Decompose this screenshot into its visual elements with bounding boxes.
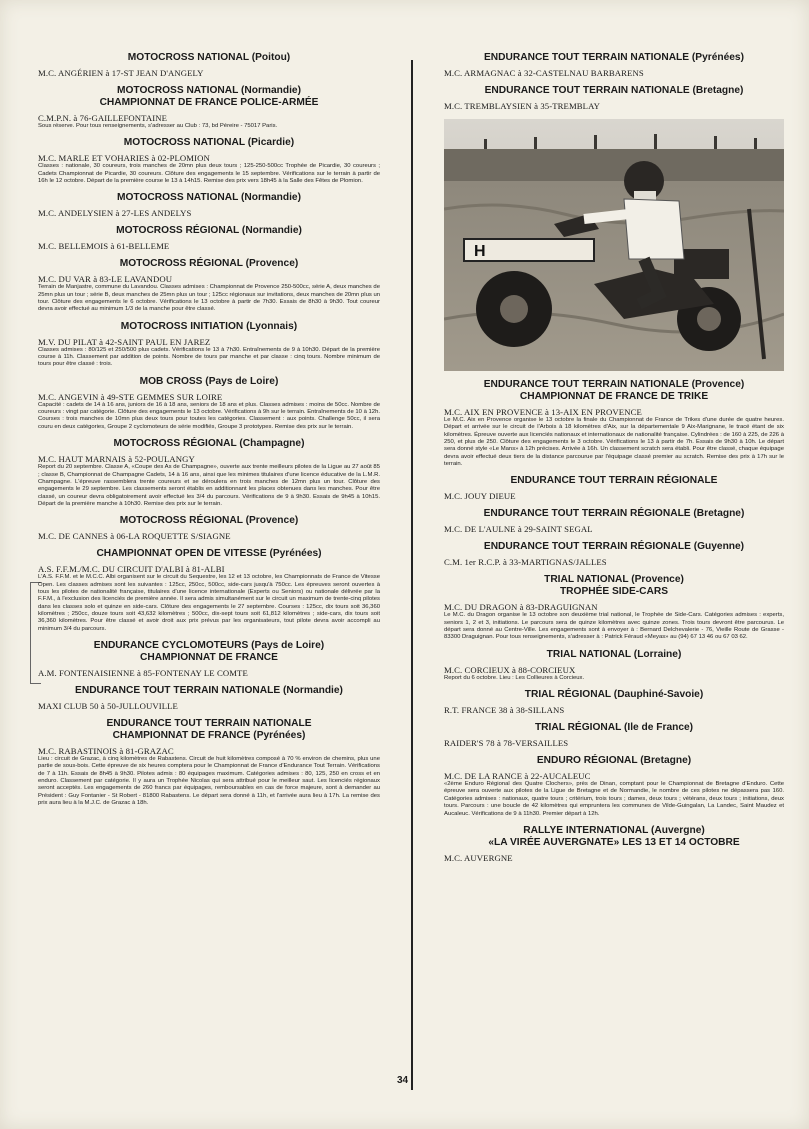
- left-section: [38, 321, 380, 369]
- column-divider: [411, 60, 413, 1090]
- organizing-club: C.M. 1er R.C.P. à 33-MARTIGNAS/JALLES: [444, 557, 607, 568]
- event-heading: [38, 137, 380, 149]
- right-bottom-section: [444, 825, 784, 863]
- left-section: [38, 548, 380, 633]
- event-heading: [38, 52, 380, 64]
- event-heading: [444, 825, 784, 849]
- organizing-club: C.M.P.N. à 76-GAILLEFONTAINE: [38, 113, 168, 123]
- event-heading-line: ENDURO RÉGIONAL (Bretagne): [536, 755, 692, 767]
- event-heading-line: CHAMPIONNAT OPEN DE VITESSE (Pyrénées): [96, 548, 322, 560]
- event-heading: [38, 548, 380, 560]
- event-heading: [38, 85, 380, 109]
- organizing-club: MAXI CLUB 50 à 50-JULLOUVILLE: [38, 700, 178, 711]
- organizing-club: M.C. JOUY DIEUE: [444, 491, 516, 502]
- event-heading-line: ENDURANCE CYCLOMOTEURS (Pays de Loire): [93, 639, 325, 651]
- organizing-club: M.C. DE L'AULNE à 29-SAINT SEGAL: [444, 524, 593, 535]
- event-heading-line: MOTOCROSS NATIONAL (Picardie): [123, 137, 295, 149]
- organizing-club: M.C. TREMBLAYSIEN à 35-TREMBLAY: [444, 101, 601, 111]
- right-bottom-section: [444, 722, 784, 748]
- event-heading-line: MOTOCROSS RÉGIONAL (Champagne): [113, 438, 305, 450]
- left-section: [38, 192, 380, 218]
- organizing-club: M.C. ANGEVIN à 49-STE GEMMES SUR LOIRE: [38, 391, 223, 402]
- event-heading-line: MOTOCROSS RÉGIONAL (Provence): [119, 515, 299, 527]
- organizing-club: M.V. DU PILAT à 42-SAINT PAUL EN JAREZ: [38, 336, 211, 347]
- event-heading: [38, 321, 380, 333]
- event-details: Classes admises : 80/125 et 250/500 plus cadets. Vérifications le 13 à 7h30. Entraînements de 9 à 10h30. Départ de la première course à 11h. Classement par addition de points. Nombre de tours par manche et par classe : cinq tours. Nombre minimum de tours pour être classé : trois.: [38, 346, 380, 368]
- event-details: Terrain de Manjastre, commune du Lavandou. Classes admises : Championnat de Provence 250-500cc, série A, deux manches de 25mn plus un tour ; série B, deux manches de 25mn plus un tour ; 125cc régionaux sur invitations, deux manches de 20mn plus un tour. Clôture des engagements le 6 octobre. Vérifications le 13 octobre à partir de 7h30. Essais de 8h30 à 9h30. Tout coureur devra avoir effectué au minimum 1/3 de la manche pour être classé.: [38, 284, 380, 313]
- event-heading: [38, 640, 380, 664]
- event-details: Report du 6 octobre. Lieu : Les Collieures à Corcieux.: [444, 674, 585, 681]
- left-column: [38, 52, 380, 814]
- left-section: [38, 376, 380, 431]
- event-heading: [444, 508, 784, 520]
- left-section: [38, 515, 380, 541]
- organizing-club: M.C. CORCIEUX à 88-CORCIEUX: [444, 664, 576, 675]
- organizing-club: M.C. ARMAGNAC à 32-CASTELNAU BARBARENS: [444, 68, 644, 78]
- svg-text:H: H: [474, 243, 486, 260]
- left-section: [38, 438, 380, 508]
- event-heading-line: CHAMPIONNAT DE FRANCE: [140, 651, 278, 663]
- organizing-club: R.T. FRANCE 38 à 38-SILLANS: [444, 705, 565, 716]
- event-heading-line: ENDURANCE TOUT TERRAIN NATIONALE (Bretagne): [484, 85, 744, 96]
- event-heading: [38, 515, 380, 527]
- event-heading-line: CHAMPIONNAT DE FRANCE (Pyrénées): [112, 729, 306, 741]
- event-heading: [444, 379, 784, 403]
- left-section: [38, 52, 380, 78]
- event-heading: [444, 52, 784, 64]
- right-bottom-section: [444, 649, 784, 682]
- event-heading-line: MOTOCROSS RÉGIONAL (Normandie): [116, 225, 302, 237]
- event-heading-line: ENDURANCE TOUT TERRAIN RÉGIONALE (Bretagne): [483, 508, 745, 520]
- organizing-club: M.C. DE LA RANCE à 22-AUCALEUC: [444, 771, 591, 782]
- right-bottom-section: [444, 379, 784, 468]
- event-details: Le M.C. du Dragon organise le 13 octobre son deuxième trial national, le Trophée de Side-Cars. Catégories admises : experts, seniors 1, 2 et 3, initiations. Le parcours sera de quinze kilomètres avec quinze zones. Trois tours devront être parcourus. Le départ sera donné au Centre-Ville. Les engagements sont à envoyer à : Bernard Delchevalerie - 76, Vieille Route de Grasse - 83300 Draguignan. Pour tous renseignements, s'adresser à : Patrick Féraud «Meyas» au (94) 67 13 46 ou 67 03 62.: [444, 612, 784, 641]
- page-number: 34: [397, 1075, 409, 1086]
- organizing-club: A.S. F.F.M./M.C. DU CIRCUIT D'ALBI à 81-ALBI: [38, 564, 225, 575]
- left-section: [38, 85, 380, 130]
- organizing-club: M.C. HAUT MARNAIS à 52-POULANGY: [38, 454, 195, 465]
- trike-rider-photo: [444, 119, 784, 371]
- event-heading: [444, 475, 784, 487]
- event-heading-line: ENDURANCE TOUT TERRAIN NATIONALE: [106, 717, 312, 729]
- event-heading-line: CHAMPIONNAT DE FRANCE DE TRIKE: [519, 391, 709, 402]
- event-heading: [444, 755, 784, 767]
- left-section: [38, 225, 380, 251]
- event-heading-line: «LA VIRÉE AUVERGNATE» LES 13 ET 14 OCTOBRE: [488, 836, 740, 848]
- left-section: [38, 718, 380, 807]
- right-bottom-section: [444, 475, 784, 501]
- event-heading-line: TRIAL NATIONAL (Provence): [544, 574, 684, 586]
- event-heading-line: ENDURANCE TOUT TERRAIN RÉGIONALE (Guyenne): [483, 541, 745, 553]
- organizing-club: M.C. MARLE ET VOHARIES à 02-PLOMION: [38, 153, 210, 164]
- event-details: Le M.C. Aix en Provence organise le 13 octobre la finale du Championnat de France de Trikes d'une durée de quatre heures. Départ et arrivée sur le circuit de l'Arbois à 18 kilomètres d'Aix, sur la départementale 9 Aix-Marignane, le tracé étant de six kilomètres. Épreuve ouverte aux licenciés nationaux et internationaux de nationalité française. Cylindrées : de 160 à 225, de 226 à 250, et plus de 250. Clôture des engagements le 3 octobre. Vérifications le 13 à partir de 7h. Essais de 9h30 à 10h. Le départ sera donné style «Le Mans» à 12h précises. Arrivée à 16h. Un classement scratch sera établi. Pour être classé, chaque équipage devra avoir effectué deux tiers de la distance parcourue par l'équipage classé premier au scratch. Remise des prix à 17h sur le terrain.: [444, 417, 784, 468]
- right-top-section: [444, 85, 784, 111]
- event-heading-line: MOTOCROSS RÉGIONAL (Provence): [119, 258, 299, 270]
- event-heading: [38, 225, 380, 237]
- event-heading-line: TROPHÉE SIDE-CARS: [559, 586, 669, 598]
- event-heading: [444, 85, 784, 97]
- event-heading-line: ENDURANCE TOUT TERRAIN NATIONALE (Provence): [483, 379, 745, 390]
- event-details: L'A.S. F.F.M. et le M.C.C. Albi organisent sur le circuit du Sequestre, les 12 et 13 octobre, les Championnats de France de Vitesse Open. Les classes admises sont les suivantes : 125cc, 250cc, 500cc, side-cars jusqu'à 750cc. Les épreuves seront ouvertes à tous les pilotes de nationalité française, titulaires d'une licence internationale (Experts ou Seniors) ou nationale délivrée par la F.F.M., à l'exclusion des licenciés de première année. Il sera admis simultanément sur le circuit un maximum de trente-cinq pilotes dans les classes solo et quinze en side-cars. Clôture des engagements le 27 septembre. Courses : 125cc, dix tours soit 36,360 kilomètres ; 250cc, douze tours soit 43,632 kilomètres ; 500cc, dix-sept tours soit 61,812 kilomètres ; side-cars, dix tours soit 36,360 kilomètres. Pour être classé et avoir droit aux prix prévus par les organisateurs, tout pilote devra avoir accompli au minimum 3/4 du parcours.: [38, 574, 380, 632]
- right-bottom-section: [444, 541, 784, 567]
- right-top-section: [444, 52, 784, 78]
- event-heading: [444, 689, 784, 701]
- right-bottom-section: [444, 574, 784, 641]
- event-heading-line: ENDURANCE TOUT TERRAIN NATIONALE (Pyrénées): [484, 52, 744, 63]
- organizing-club: RAIDER'S 78 à 78-VERSAILLES: [444, 738, 569, 749]
- event-heading-line: RALLYE INTERNATIONAL (Auvergne): [523, 824, 705, 836]
- event-heading: [444, 649, 784, 661]
- right-bottom-section: [444, 755, 784, 818]
- event-heading: [444, 574, 784, 598]
- left-section: [38, 685, 380, 711]
- right-column-bottom: [444, 379, 784, 863]
- event-heading-line: ENDURANCE TOUT TERRAIN NATIONALE (Normandie): [75, 684, 343, 696]
- event-details: «2ème Enduro Régional des Quatre Clochers», près de Dinan, comptant pour le Championnat de Bretagne d'Enduro. Cette épreuve sera ouverte aux pilotes de la Ligue de Bretagne et de Normandie, le nombre de ces pilotes ne dépassera pas 160. Catégories admises : nationaux, quatre tours ; critérium, trois tours ; dames, deux tours ; vétérans, deux tours ; initiations, deux tours. Parcours : une boucle de 42 kilomètres qui empruntera les communes de Vilde-Guingalan, La Landec, Saint Maudez et Aucaleuc. Vérifications de 9 à 11h30. Premier départ à 12h.: [444, 781, 784, 817]
- right-bottom-section: [444, 508, 784, 534]
- event-details: Sous réserve. Pour tous renseignements, s'adresser au Club : 73, bd Péreire - 75017 Paris.: [38, 123, 278, 129]
- event-heading-line: ENDURANCE TOUT TERRAIN RÉGIONALE: [510, 475, 718, 487]
- event-heading-line: MOTOCROSS NATIONAL (Normandie): [117, 192, 301, 204]
- left-section: [38, 258, 380, 313]
- right-column: [444, 52, 784, 870]
- event-heading: [38, 438, 380, 450]
- left-section: [38, 640, 380, 678]
- organizing-club: M.C. DU DRAGON à 83-DRAGUIGNAN: [444, 602, 598, 613]
- right-bottom-section: [444, 689, 784, 715]
- event-heading-line: CHAMPIONNAT DE FRANCE POLICE-ARMÉE: [99, 97, 319, 108]
- event-heading-line: TRIAL RÉGIONAL (Dauphiné-Savoie): [524, 689, 704, 701]
- event-heading: [38, 685, 380, 697]
- event-heading: [444, 722, 784, 734]
- organizing-club: M.C. DU VAR à 83-LE LAVANDOU: [38, 274, 173, 285]
- event-heading: [38, 376, 380, 388]
- event-heading-line: MOTOCROSS INITIATION (Lyonnais): [120, 320, 298, 332]
- left-section: [38, 137, 380, 185]
- event-heading: [38, 718, 380, 742]
- right-column-top: [444, 52, 784, 111]
- event-heading-line: MOB CROSS (Pays de Loire): [139, 375, 279, 387]
- organizing-club: M.C. DE CANNES à 06-LA ROQUETTE S/SIAGNE: [38, 531, 231, 542]
- event-heading-line: TRIAL RÉGIONAL (Ile de France): [534, 722, 694, 734]
- event-heading-line: TRIAL NATIONAL (Lorraine): [546, 648, 682, 660]
- organizing-club: M.C. AIX EN PROVENCE à 13-AIX EN PROVENCE: [444, 407, 642, 417]
- organizing-club: M.C. ANDELYSIEN à 27-LES ANDELYS: [38, 208, 192, 219]
- organizing-club: M.C. AUVERGNE: [444, 852, 513, 863]
- event-heading: [38, 258, 380, 270]
- event-heading: [38, 192, 380, 204]
- event-details: Lieu : circuit de Grazac, à cinq kilomètres de Rabastens. Circuit de huit kilomètres composé à 70 % environ de chemins, plus une partie de sous-bois. Cette épreuve de six heures comptera pour le Championnat de France d'Endurance Tout Terrain. Vérifications de 7 à 11h. Essais de 8h45 à 9h30. Pilotes admis : 80 équipages maximum. Catégories admises : 80, 125, 250 en cross et en enduro. Classement par catégorie. Il y aura un Trophée Nicolas qui sera attribué pour le meilleur saut. Les licenciés régionaux seront acceptés. Les engagements de 260 francs par équipages, remboursables en cas de force majeure, sont à demander au Président : Guy Fontanier - St Robert - 81800 Rabastens. Le départ sera donné à 11h, et l'arrivée aura lieu à 17h. La remise des prix aura lieu à la M.J.C. de Grazac à 18h.: [38, 755, 380, 807]
- event-details: Capacité : cadets de 14 à 16 ans, juniors de 16 à 18 ans, seniors de 18 ans et plus. Classes admises : moins de 50cc. Nombre de coureurs : vingt par catégorie. Clôture des engagements le 13 octobre. Vérifications à 9h sur le terrain. Entraînements de 10 à 12h. Courses : trois manches de 10mn plus deux tours pour toutes les catégories. Classement : aux points. Challenge 50cc, il sera couru en deux catégories, Groupe 2 cyclomoteurs de série modifiés, Groupe 3 prototypes. Remise des prix sur le terrain.: [38, 401, 380, 430]
- organizing-club: M.C. ANGÉRIEN à 17-ST JEAN D'ANGELY: [38, 68, 204, 78]
- organizing-club: M.C. BELLEMOIS à 61-BELLEME: [38, 241, 170, 252]
- event-heading-line: MOTOCROSS NATIONAL (Normandie): [117, 85, 301, 96]
- event-heading-line: MOTOCROSS NATIONAL (Poitou): [127, 52, 291, 63]
- event-details: Report du 20 septembre. Classe A, «Coupe des As de Champagne», ouverte aux trente meilleurs pilotes de la Ligue au 27 août 85 ; classe B, Championnat de Champagne Cadets, 14 à 16 ans, ainsi que les minimes titulaires d'une licence éducative de la L.M.R. Champagne. L'épreuve rassemblera trente coureurs et se déroulera en trois manches de 12mn plus un tour. Clôture des engagements le 29 septembre. Les classements seront établis en additionnant les places obtenues dans les manches. Pour être classé, un coureur devra obligatoirement avoir effectué les 3/4 du parcours. Vérifications de 9 à 9h30. Essais de 9h45 à 10h15. Départ de la première manche à 10h30. Remise des prix sur le terrain.: [38, 464, 380, 507]
- event-heading: [444, 541, 784, 553]
- organizing-club: M.C. RABASTINOIS à 81-GRAZAC: [38, 745, 174, 756]
- event-details: Classes : nationale, 30 coureurs, trois manches de 20mn plus deux tours ; 125-250-500cc Trophée de Picardie, 30 coureurs ; Cadets Championnat de Picardie, 30 coureurs. Clôture des engagements le 15 septembre. Vérifications sur le terrain à partir de 16h le 12 octobre. Départ de la première course le 13 à 14h15. Remise des prix vers 18h45 à la Salle des Fêtes de Plomion.: [38, 163, 380, 185]
- organizing-club: A.M. FONTENAISIENNE à 85-FONTENAY LE COMTE: [38, 667, 248, 678]
